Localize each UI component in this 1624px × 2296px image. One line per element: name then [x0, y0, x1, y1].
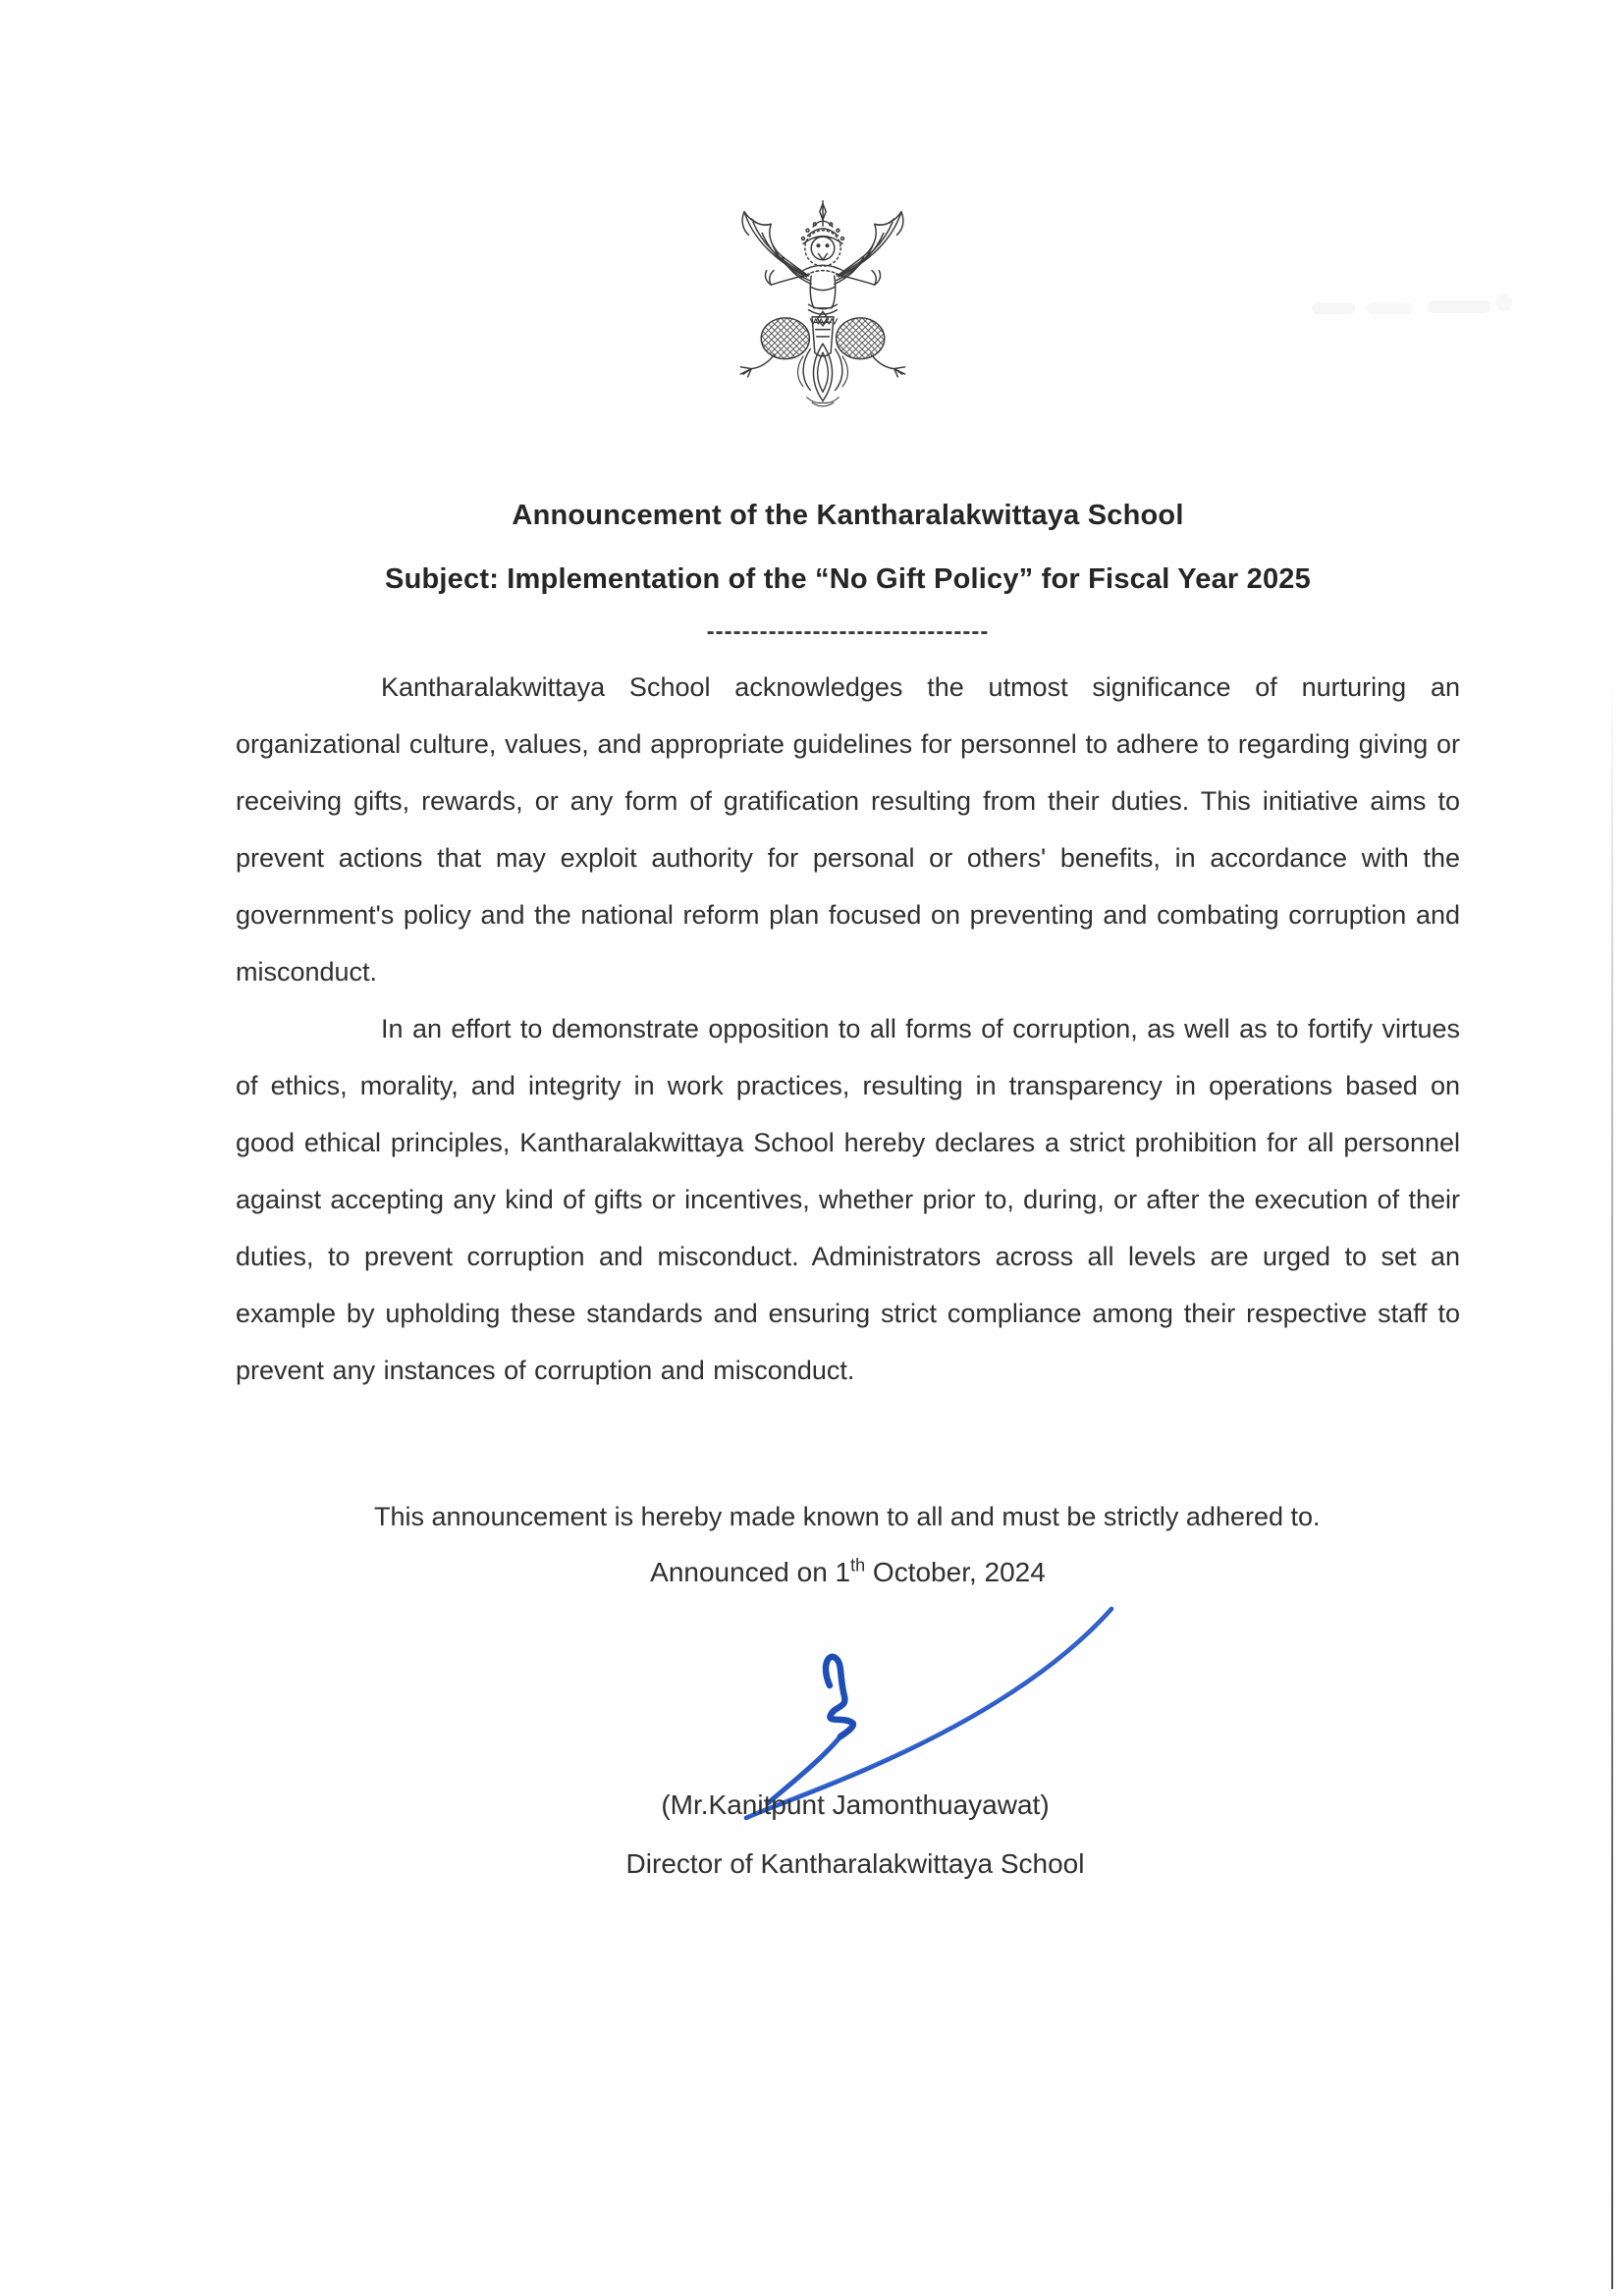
announcement-subject: Subject: Implementation of the “No Gift Policy” for Fiscal Year 2025 — [385, 563, 1311, 595]
date-suffix: October, 2024 — [865, 1557, 1046, 1587]
signatory-block — [236, 1776, 1475, 1894]
signatory-title: Director of Kantharalakwittaya School — [625, 1848, 1085, 1879]
garuda-emblem-icon — [725, 192, 921, 420]
closing-statement: This announcement is hereby made known to all and must be strictly adhered to. — [374, 1502, 1321, 1531]
scan-smudge — [1312, 302, 1355, 314]
date-ordinal-superscript: th — [850, 1555, 866, 1575]
scan-edge-line — [1611, 687, 1613, 2289]
dashed-separator: -------------------------------- — [706, 618, 990, 645]
scan-smudge — [1367, 302, 1412, 314]
scan-smudge — [1496, 294, 1512, 311]
body-paragraph-2: In an effort to demonstrate opposition to all forms of corruption, as well as to fortify virtues of ethics, morality, and integrity in work practices, resulting in transparency in operations based on good ethical principles, Kantharalakwittaya School hereby declares a strict prohibition for all personnel against accepting any kind of gifts or incentives, whether prior to, during, or after the execution of their duties, to prevent corruption and misconduct. Administrators across all levels are urged to set an example by upholding these standards and ensuring strict compliance among their respective staff to prevent any instances of corruption and misconduct. — [236, 1014, 1460, 1385]
announcement-title: Announcement of the Kantharalakwittaya School — [512, 500, 1184, 531]
body-paragraph-1: Kantharalakwittaya School acknowledges the utmost significance of nurturing an organizational culture, values, and appropriate guidelines for personnel to adhere to regarding giving or receiving gifts, rewards, or any form of gratification resulting from their duties. This initiative aims to prevent actions that may exploit authority for personal or others' benefits, in accordance with the government's policy and the national reform plan focused on preventing and combating corruption and misconduct. — [236, 672, 1460, 987]
scan-smudge — [1428, 300, 1490, 313]
date-prefix: Announced on 1 — [650, 1557, 851, 1587]
signatory-name: (Mr.Kanitpunt Jamonthuayawat) — [661, 1789, 1050, 1820]
